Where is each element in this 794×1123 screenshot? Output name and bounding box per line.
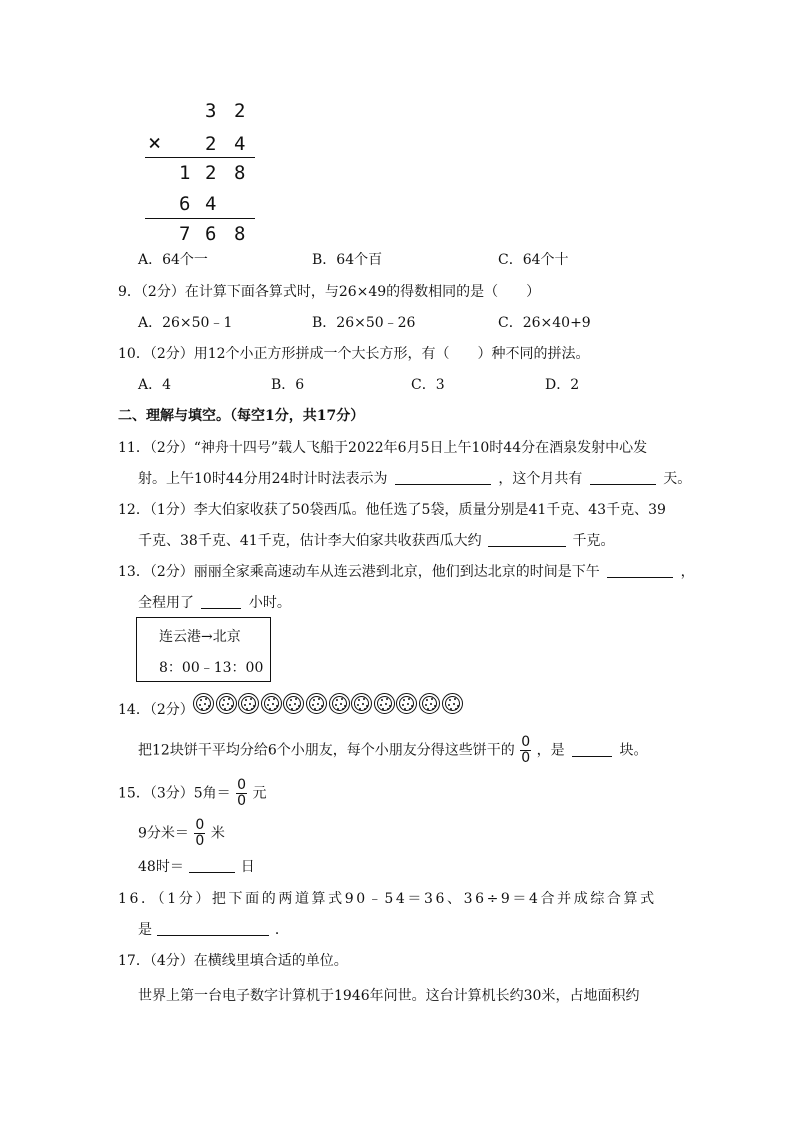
digit: 6 xyxy=(205,223,217,245)
cookie-dot xyxy=(341,698,343,700)
cookie-icon xyxy=(193,693,214,714)
q9-stem: 9．（2分）在计算下面各算式时，与26×49的得数相同的是（ ） xyxy=(118,284,541,300)
digit: 2 xyxy=(205,133,217,155)
fraction-denominator: 0 xyxy=(237,793,247,809)
cookie-dot xyxy=(251,708,253,710)
answer-blank[interactable] xyxy=(201,594,241,609)
answer-blank[interactable] xyxy=(488,532,566,547)
cookie-dot xyxy=(426,699,428,701)
cookie-dot xyxy=(382,708,384,710)
q14-line2 xyxy=(138,735,648,766)
cookie-dot xyxy=(362,703,364,705)
digit: 3 xyxy=(205,100,217,122)
cookie-dot xyxy=(385,703,387,705)
cookie-dot xyxy=(335,704,337,706)
cookie-dot xyxy=(387,708,389,710)
cookie-dot xyxy=(363,698,365,700)
cookie-dot xyxy=(389,705,391,707)
q13-text: 全程用了 xyxy=(138,595,194,611)
divider-line xyxy=(145,157,255,158)
q8-option-b[interactable]: B．64个百 xyxy=(312,252,383,268)
q15-text: 15．（3分）5角＝ xyxy=(118,785,231,802)
cookie-dot xyxy=(450,708,452,710)
cookie-dot xyxy=(290,699,292,701)
q10-option-d[interactable]: D．2 xyxy=(545,377,580,393)
cookie-dot xyxy=(457,705,459,707)
cookie-icon xyxy=(261,693,282,714)
cookie-dot xyxy=(245,699,247,701)
multiply-sign: × xyxy=(148,131,162,156)
cookie-dot xyxy=(366,705,368,707)
fraction-denominator: 0 xyxy=(521,750,531,766)
schedule-time: 8：00﹣13：00 xyxy=(159,660,264,676)
q13-text: ， xyxy=(680,564,695,580)
cookie-dot xyxy=(319,708,321,710)
cookie-dot xyxy=(317,703,319,705)
cookie-dot xyxy=(359,708,361,710)
q14-text: 把12块饼干平均分给6个小朋友，每个小朋友分得这些饼干的 xyxy=(138,742,515,759)
q11-line2 xyxy=(138,468,691,488)
q9-option-b[interactable]: B．26×50﹣26 xyxy=(312,315,416,331)
cookie-dot xyxy=(427,708,429,710)
digit: 1 xyxy=(179,162,191,184)
q16-text: ． xyxy=(274,922,289,938)
digit: 2 xyxy=(205,162,217,184)
q12-line2 xyxy=(138,530,615,550)
cookie-dot xyxy=(205,698,207,700)
cookie-icon xyxy=(216,693,237,714)
cookie-dot xyxy=(298,705,300,707)
cookie-dot xyxy=(206,708,208,710)
cookie-dot xyxy=(342,708,344,710)
q11-text: 天。 xyxy=(663,471,692,487)
q10-stem: 10．（2分）用12个小正方形拼成一个大长方形，有（ ）种不同的拼法。 xyxy=(118,346,590,362)
cookie-dot xyxy=(228,698,230,700)
cookie-icon xyxy=(283,693,304,714)
cookie-dot xyxy=(314,708,316,710)
cookie-dot xyxy=(274,708,276,710)
cookie-dot xyxy=(318,698,320,700)
q9-option-a[interactable]: A．26×50﹣1 xyxy=(138,315,233,331)
cookie-icon xyxy=(306,693,327,714)
cookie-icon xyxy=(442,693,463,714)
cookie-dot xyxy=(244,704,246,706)
schedule-route: 连云港→北京 xyxy=(159,629,241,645)
cookie-dot xyxy=(208,705,210,707)
cookie-dot xyxy=(431,698,433,700)
cookie-dot xyxy=(204,703,206,705)
cookie-dot xyxy=(269,708,271,710)
fraction-numerator: 0 xyxy=(195,817,205,833)
cookie-icon xyxy=(351,693,372,714)
q11-line1: 11．（2分）“神舟十四号”载人飞船于2022年6月5日上午10时44分在酒泉发射中心发 xyxy=(118,440,648,456)
cookie-dot xyxy=(227,703,229,705)
q14-text: ，是 xyxy=(536,742,565,759)
q15-text: 9分米＝ xyxy=(138,825,189,842)
section-heading: 二、理解与填空。（每空1分，共17分） xyxy=(118,408,365,424)
cookie-dot xyxy=(364,708,366,710)
cookie-dot xyxy=(455,708,457,710)
cookie-dot xyxy=(430,703,432,705)
cookie-dot xyxy=(253,705,255,707)
q15-text: 元 xyxy=(252,785,267,802)
q12-text: 千克。 xyxy=(572,533,615,549)
fraction-placeholder xyxy=(236,778,247,809)
q17-line1: 17．（4分）在横线里填合适的单位。 xyxy=(118,953,348,969)
answer-blank[interactable] xyxy=(590,470,656,485)
cookie-dot xyxy=(312,704,314,706)
cookie-dot xyxy=(434,705,436,707)
cookie-dot xyxy=(404,708,406,710)
q16-text: 是 xyxy=(138,922,152,938)
q15-text: 米 xyxy=(210,825,225,842)
cookie-dot xyxy=(267,704,269,706)
fraction-placeholder xyxy=(194,818,205,849)
cookie-dot xyxy=(272,703,274,705)
cookie-dot xyxy=(246,708,248,710)
q15-line1 xyxy=(118,778,267,809)
cookie-dot xyxy=(340,703,342,705)
cookie-dot xyxy=(295,698,297,700)
q11-text: 射。上午10时44分用24时计时法表示为 xyxy=(138,471,388,487)
answer-blank[interactable] xyxy=(157,921,269,936)
cookie-dot xyxy=(381,699,383,701)
cookie-dot xyxy=(268,699,270,701)
q9-option-c[interactable]: C．26×40+9 xyxy=(498,315,591,331)
fraction-numerator: 0 xyxy=(237,777,247,793)
cookie-dot xyxy=(449,699,451,701)
cookie-icon xyxy=(329,693,350,714)
cookie-icon xyxy=(374,693,395,714)
cookie-dot xyxy=(337,708,339,710)
cookie-icon xyxy=(238,693,259,714)
q10-option-c[interactable]: C．3 xyxy=(411,377,445,393)
q15-text: 48时＝ xyxy=(138,859,184,875)
q14-text: 块。 xyxy=(619,742,648,759)
cookie-dot xyxy=(276,705,278,707)
cookie-dot xyxy=(344,705,346,707)
q13-text: 13．（2分）丽丽全家乘高速动车从连云港到北京，他们到达北京的时间是下午 xyxy=(118,564,600,580)
q11-text: ，这个月共有 xyxy=(498,471,583,487)
cookie-dot xyxy=(432,708,434,710)
digit: 6 xyxy=(179,193,191,215)
cookie-dot xyxy=(386,698,388,700)
cookie-dot xyxy=(223,699,225,701)
answer-blank[interactable] xyxy=(395,470,491,485)
cookie-dot xyxy=(411,705,413,707)
digit: 7 xyxy=(179,223,191,245)
cookie-dot xyxy=(250,698,252,700)
digit: 8 xyxy=(234,223,246,245)
digit: 4 xyxy=(234,133,246,155)
cookie-dot xyxy=(336,699,338,701)
cookie-dot xyxy=(289,704,291,706)
q16-line1: 16．（1分）把下面的两道算式90﹣54＝36、36÷9＝4合并成综合算式 xyxy=(118,891,657,907)
q17-line2: 世界上第一台电子数字计算机于1946年问世。这台计算机长约30米，占地面积约 xyxy=(138,988,640,1004)
cookie-dot xyxy=(380,704,382,706)
cookie-dot xyxy=(229,708,231,710)
divider-line xyxy=(145,218,255,219)
fraction-numerator: 0 xyxy=(521,734,531,750)
cookie-icon xyxy=(396,693,417,714)
cookie-dot xyxy=(313,699,315,701)
cookie-dot xyxy=(453,703,455,705)
q10-option-b[interactable]: B．6 xyxy=(271,377,305,393)
cookie-dot xyxy=(407,703,409,705)
cookie-dot xyxy=(231,705,233,707)
cookie-dot xyxy=(200,699,202,701)
digit: 8 xyxy=(234,162,246,184)
cookie-dot xyxy=(321,705,323,707)
cookie-dot xyxy=(222,704,224,706)
answer-blank[interactable] xyxy=(189,858,235,873)
q12-line1: 12．（1分）李大伯家收获了50袋西瓜。他任选了5袋，质量分别是41千克、43千克、39 xyxy=(118,502,666,518)
q15-text: 日 xyxy=(240,859,255,875)
cookie-dot xyxy=(201,708,203,710)
cookie-dot xyxy=(224,708,226,710)
cookie-dot xyxy=(409,708,411,710)
cookie-dot xyxy=(454,698,456,700)
cookie-dot xyxy=(294,703,296,705)
fraction-placeholder xyxy=(520,735,531,766)
q12-text: 千克、38千克、41千克，估计李大伯家共收获西瓜大约 xyxy=(138,533,482,549)
cookie-dot xyxy=(403,699,405,701)
q15-line2 xyxy=(138,818,225,849)
digit: 2 xyxy=(234,100,246,122)
cookie-dot xyxy=(291,708,293,710)
q10-option-a[interactable]: A．4 xyxy=(138,377,172,393)
cookie-dot xyxy=(408,698,410,700)
answer-blank[interactable] xyxy=(572,742,612,757)
cookie-dot xyxy=(425,704,427,706)
answer-blank[interactable] xyxy=(607,563,673,578)
q8-option-a[interactable]: A．64个一 xyxy=(138,252,208,268)
cookie-dot xyxy=(296,708,298,710)
fraction-denominator: 0 xyxy=(195,833,205,849)
q8-option-c[interactable]: C．64个十 xyxy=(498,252,569,268)
q14-label: 14．（2分） xyxy=(118,702,194,718)
cookie-dot xyxy=(249,703,251,705)
cookie-dot xyxy=(273,698,275,700)
cookie-dot xyxy=(199,704,201,706)
digit: 4 xyxy=(205,193,217,215)
cookie-dot xyxy=(358,699,360,701)
q13-line2 xyxy=(138,592,291,612)
q16-line2 xyxy=(138,919,289,939)
cookie-dot xyxy=(448,704,450,706)
cookie-dot xyxy=(402,704,404,706)
q13-line1 xyxy=(118,561,695,581)
cookie-icon xyxy=(419,693,440,714)
cookie-dot xyxy=(357,704,359,706)
q13-text: 小时。 xyxy=(248,595,291,611)
q15-line3 xyxy=(138,856,255,876)
